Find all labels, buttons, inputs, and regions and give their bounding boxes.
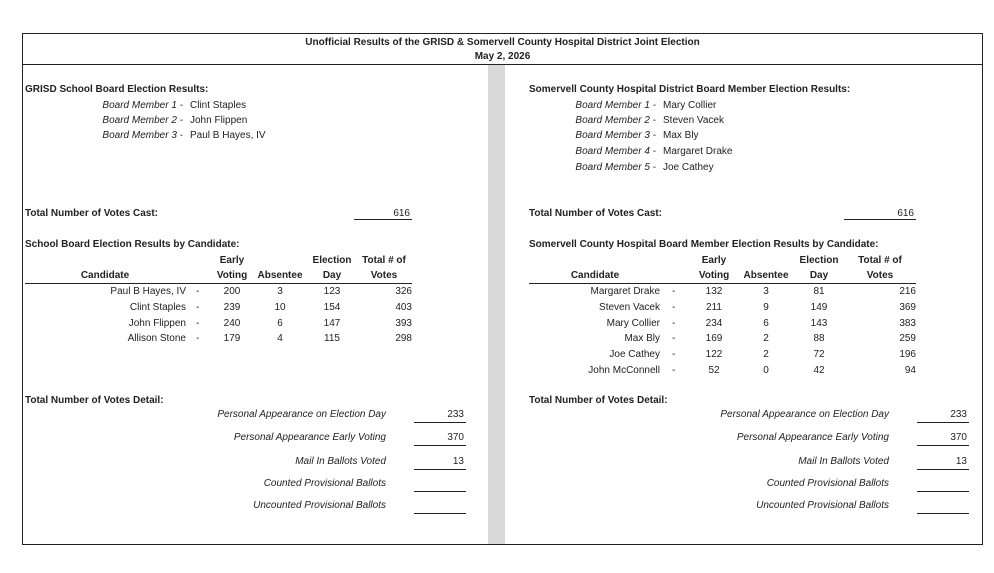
votes-cast-label: Total Number of Votes Cast: <box>25 208 158 219</box>
votes-detail-title: Total Number of Votes Detail: <box>529 395 668 406</box>
detail-label: Mail In Ballots Voted <box>798 456 889 467</box>
candidate-name: Mary Collier <box>606 317 660 329</box>
total-votes-cell: 369 <box>899 301 916 313</box>
board-member-name: Max Bly <box>663 130 699 141</box>
row-dash: - <box>672 365 676 376</box>
row-dash: - <box>196 317 200 329</box>
detail-value <box>414 478 466 492</box>
early-voting-cell: 234 <box>705 317 723 329</box>
col-candidate-header: Candidate <box>80 270 130 281</box>
board-member-name: Joe Cathey <box>663 162 714 173</box>
detail-value: 233 <box>414 409 466 423</box>
col-election-day-header: Day <box>809 270 829 281</box>
election-day-cell: 154 <box>323 301 341 313</box>
detail-label: Personal Appearance on Election Day <box>217 409 386 420</box>
total-votes-cell: 326 <box>395 286 412 297</box>
candidate-name: Joe Cathey <box>609 349 660 361</box>
candidate-name: John Flippen <box>128 317 186 329</box>
election-day-cell: 72 <box>813 349 825 361</box>
detail-label: Counted Provisional Ballots <box>766 478 889 489</box>
col-election-day-header: Election <box>312 255 352 266</box>
absentee-cell: 3 <box>763 286 769 297</box>
header-underline <box>529 283 916 284</box>
detail-label: Uncounted Provisional Ballots <box>756 500 889 511</box>
row-dash: - <box>672 286 676 297</box>
early-voting-cell: 240 <box>223 317 241 329</box>
board-member-name: Margaret Drake <box>663 146 733 157</box>
candidate-name: Margaret Drake <box>590 286 660 297</box>
col-early-header: Early <box>701 255 727 266</box>
row-dash: - <box>672 333 676 345</box>
early-voting-cell: 169 <box>705 333 723 345</box>
election-day-cell: 149 <box>810 301 828 313</box>
election-day-cell: 88 <box>813 333 825 345</box>
board-member-name: Paul B Hayes, IV <box>190 130 266 141</box>
hospital-section-title: Somervell County Hospital District Board Member Election Results: <box>529 84 851 95</box>
col-early-header: Voting <box>698 270 730 281</box>
by-candidate-title: Somervell County Hospital Board Member Election Results by Candidate: <box>529 239 879 250</box>
col-candidate-header: Candidate <box>570 270 620 281</box>
votes-cast-value: 616 <box>844 208 916 220</box>
detail-value <box>414 500 466 514</box>
board-member-label: Board Member 5 - <box>575 162 656 173</box>
absentee-cell: 3 <box>277 286 283 297</box>
election-day-cell: 115 <box>324 333 340 345</box>
candidate-name: Allison Stone <box>127 333 186 345</box>
detail-value: 13 <box>414 456 466 470</box>
row-dash: - <box>196 286 200 297</box>
candidate-name: Paul B Hayes, IV <box>110 286 186 297</box>
col-total-header: Total # of <box>858 255 902 266</box>
board-member-name: Mary Collier <box>663 100 717 111</box>
total-votes-cell: 94 <box>904 365 916 376</box>
detail-label: Personal Appearance Early Voting <box>233 432 386 443</box>
detail-label: Uncounted Provisional Ballots <box>253 500 386 511</box>
votes-detail-title: Total Number of Votes Detail: <box>25 395 164 406</box>
detail-value: 13 <box>917 456 969 470</box>
early-voting-cell: 179 <box>223 333 241 345</box>
candidate-name: Max Bly <box>624 333 660 345</box>
detail-label: Personal Appearance Early Voting <box>736 432 889 443</box>
col-total-header: Total # of <box>362 255 406 266</box>
election-day-cell: 81 <box>813 286 825 297</box>
early-voting-cell: 211 <box>706 301 722 313</box>
page-title: Unofficial Results of the GRISD & Somervell County Hospital District Joint Election <box>305 37 700 48</box>
candidate-name: Clint Staples <box>129 301 186 313</box>
detail-value: 233 <box>917 409 969 423</box>
board-member-label: Board Member 1 - <box>575 100 656 111</box>
absentee-cell: 10 <box>274 301 286 313</box>
early-voting-cell: 200 <box>223 286 241 297</box>
board-member-name: Steven Vacek <box>663 115 724 126</box>
col-election-day-header: Election <box>799 255 839 266</box>
election-day-cell: 143 <box>810 317 828 329</box>
board-member-name: John Flippen <box>190 115 248 126</box>
row-dash: - <box>672 349 676 361</box>
absentee-cell: 9 <box>763 301 769 313</box>
detail-value: 370 <box>917 432 969 446</box>
total-votes-cell: 259 <box>899 333 916 345</box>
election-day-cell: 42 <box>813 365 825 376</box>
early-voting-cell: 239 <box>223 301 241 313</box>
row-dash: - <box>672 317 676 329</box>
absentee-cell: 2 <box>763 349 769 361</box>
board-member-label: Board Member 3 - <box>575 130 656 141</box>
board-member-label: Board Member 3 - <box>102 130 183 141</box>
votes-cast-label: Total Number of Votes Cast: <box>529 208 662 219</box>
row-dash: - <box>196 333 200 345</box>
board-member-label: Board Member 2 - <box>102 115 183 126</box>
by-candidate-title: School Board Election Results by Candidate: <box>25 239 240 250</box>
detail-value <box>917 500 969 514</box>
total-votes-cell: 403 <box>395 301 412 313</box>
board-member-label: Board Member 4 - <box>575 146 656 157</box>
detail-value <box>917 478 969 492</box>
col-absentee-header: Absentee <box>257 270 303 281</box>
total-votes-cell: 216 <box>899 286 916 297</box>
total-votes-cell: 298 <box>395 333 412 345</box>
absentee-cell: 0 <box>763 365 769 376</box>
header-underline <box>25 283 412 284</box>
row-dash: - <box>196 301 200 313</box>
early-voting-cell: 52 <box>708 365 720 376</box>
candidate-name: John McConnell <box>588 365 660 376</box>
board-member-label: Board Member 2 - <box>575 115 656 126</box>
detail-label: Counted Provisional Ballots <box>263 478 386 489</box>
election-date: May 2, 2026 <box>474 51 531 62</box>
detail-value: 370 <box>414 432 466 446</box>
absentee-cell: 2 <box>763 333 769 345</box>
early-voting-cell: 132 <box>705 286 723 297</box>
col-election-day-header: Day <box>322 270 342 281</box>
school-board-section-title: GRISD School Board Election Results: <box>25 84 209 95</box>
board-member-name: Clint Staples <box>190 100 247 111</box>
total-votes-cell: 393 <box>395 317 412 329</box>
early-voting-cell: 122 <box>705 349 723 361</box>
col-total-header: Votes <box>866 270 894 281</box>
total-votes-cell: 383 <box>899 317 916 329</box>
absentee-cell: 6 <box>763 317 769 329</box>
col-total-header: Votes <box>370 270 398 281</box>
board-member-label: Board Member 1 - <box>102 100 183 111</box>
col-absentee-header: Absentee <box>743 270 789 281</box>
total-votes-cell: 196 <box>899 349 916 361</box>
row-dash: - <box>672 301 676 313</box>
candidate-name: Steven Vacek <box>599 301 660 313</box>
absentee-cell: 4 <box>277 333 283 345</box>
detail-label: Mail In Ballots Voted <box>295 456 386 467</box>
absentee-cell: 6 <box>277 317 283 329</box>
votes-cast-value: 616 <box>354 208 412 220</box>
column-gutter <box>488 65 505 544</box>
detail-label: Personal Appearance on Election Day <box>720 409 889 420</box>
election-day-cell: 147 <box>323 317 341 329</box>
col-early-header: Voting <box>216 270 248 281</box>
election-day-cell: 123 <box>323 286 341 297</box>
col-early-header: Early <box>219 255 245 266</box>
